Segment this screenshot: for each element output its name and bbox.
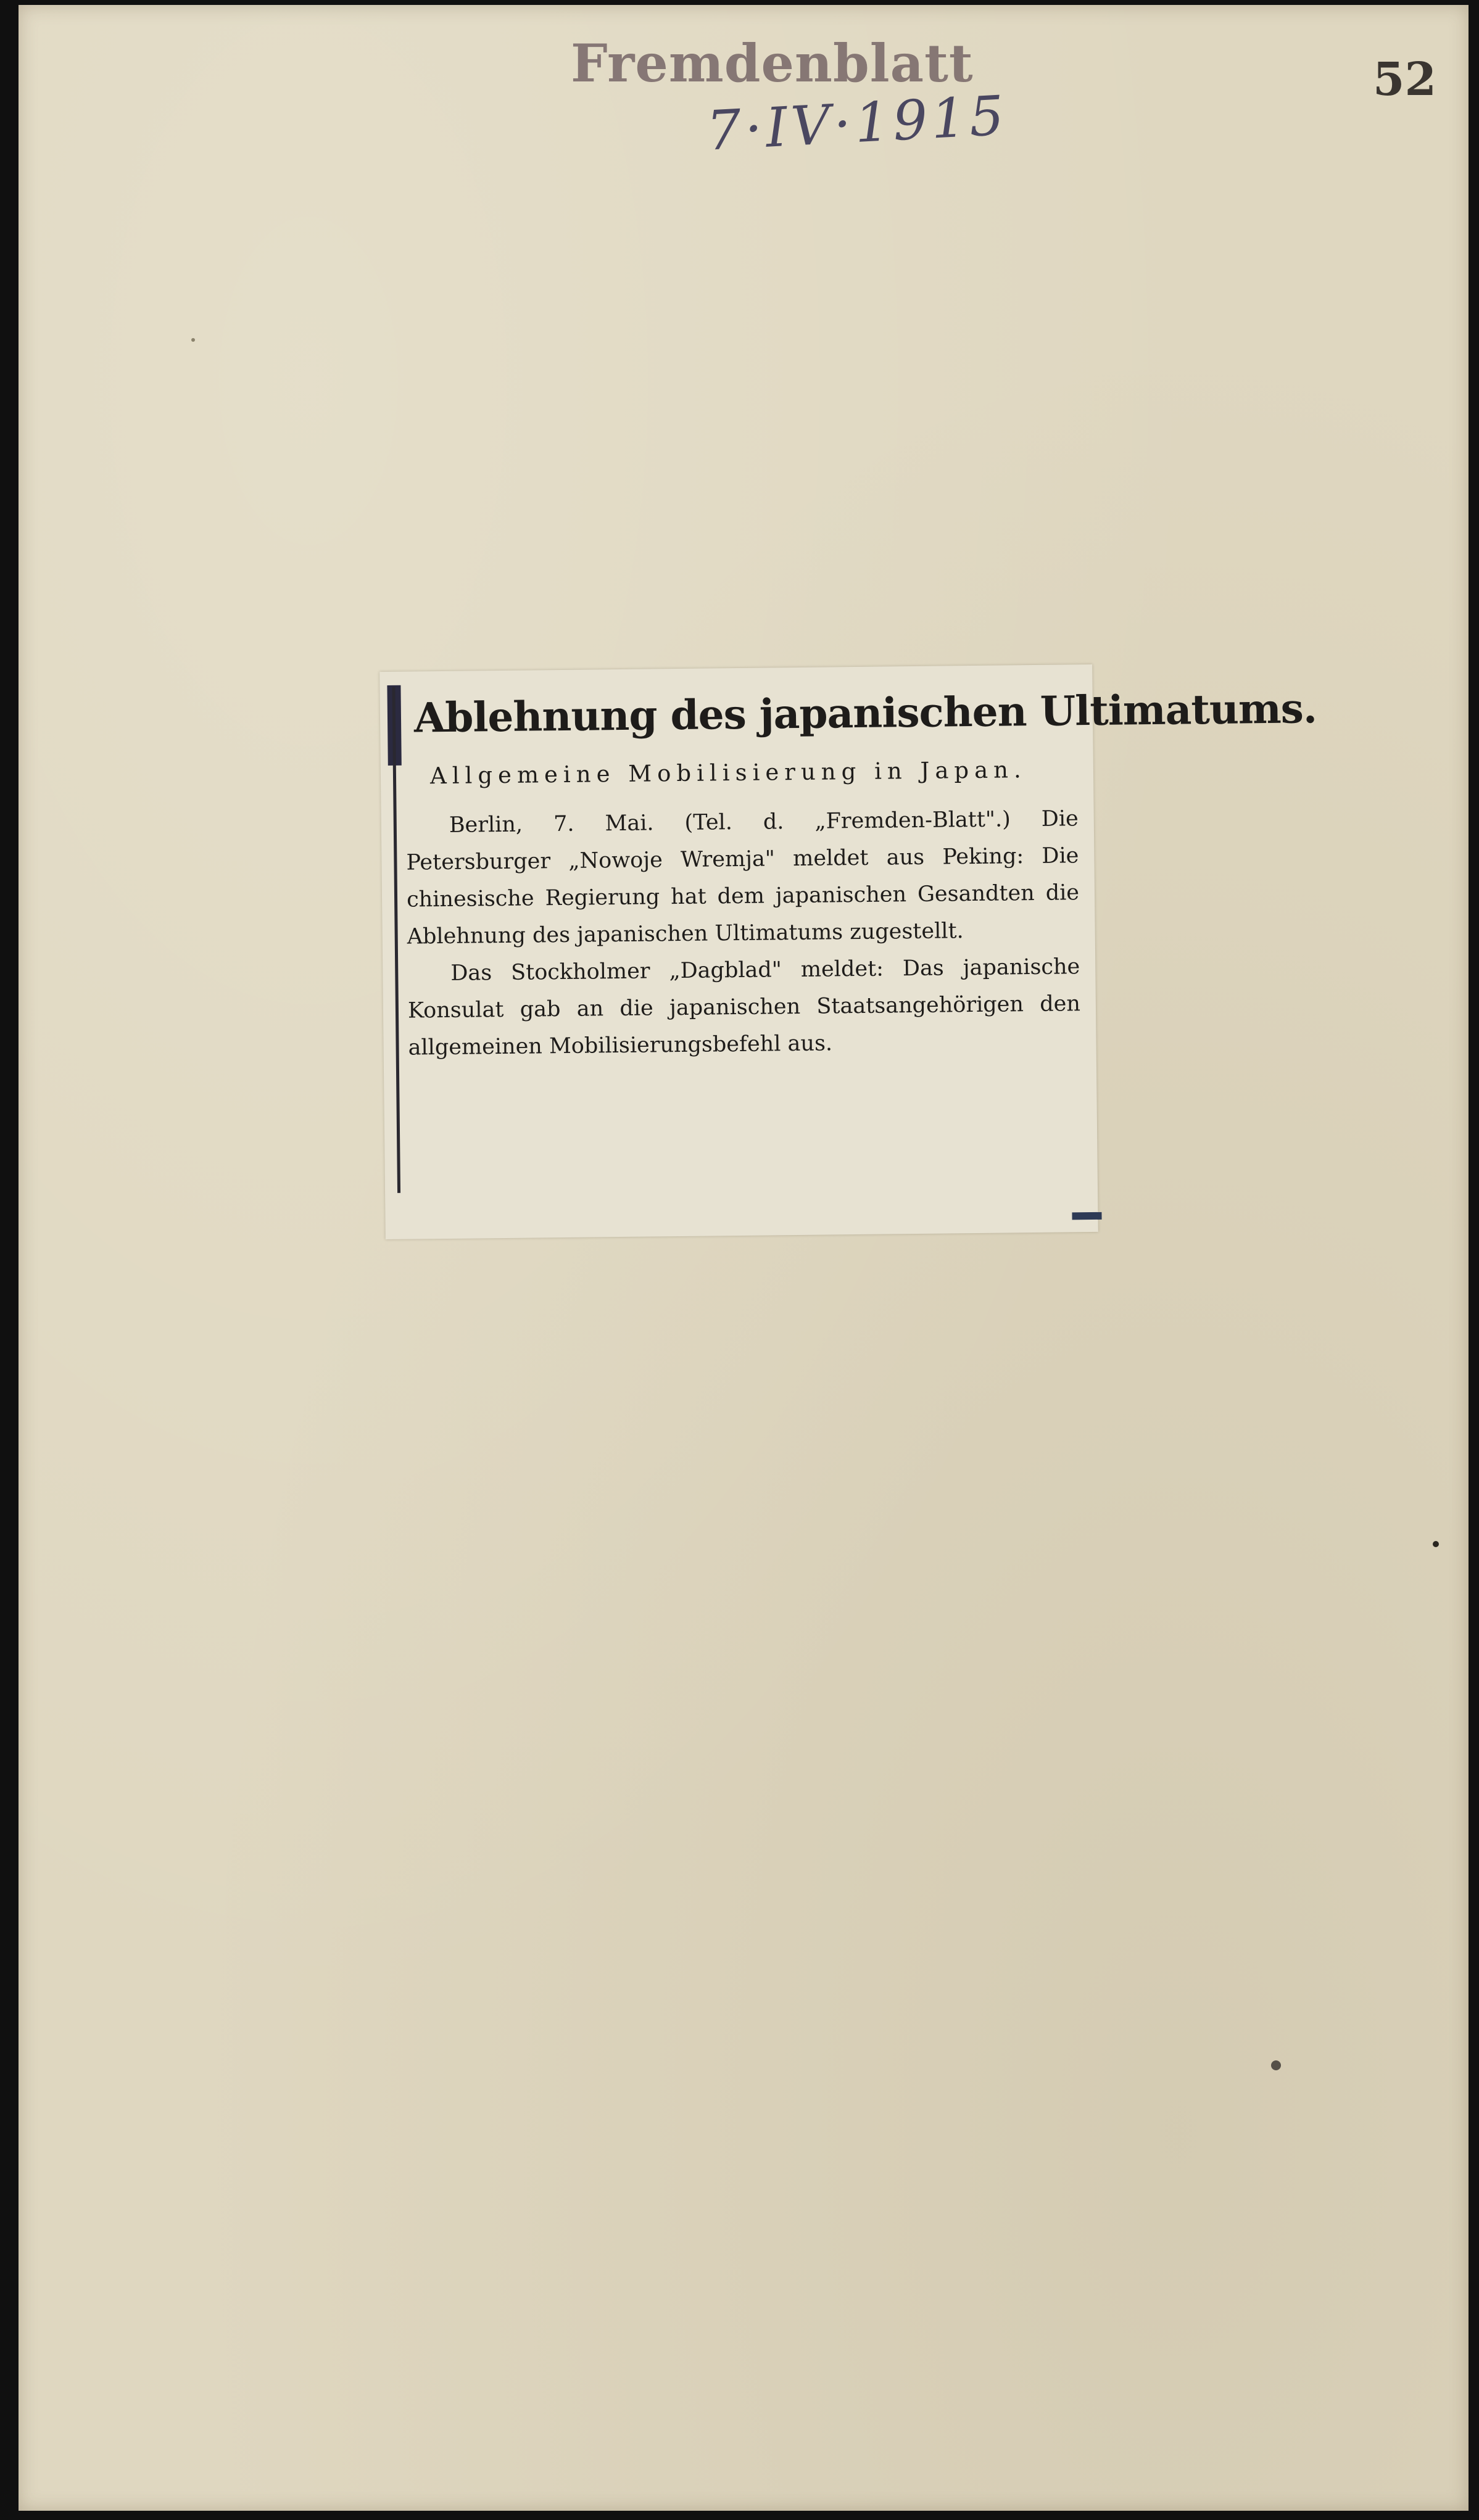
newspaper-clipping (379, 664, 1317, 1239)
article-paragraph: Das Stockholmer „Dagblad" meldet: Das japanische Konsulat gab an die japanischen Staatsangehörigen den allgemeinen Mobilisierungsbefehl aus. (407, 954, 1081, 1060)
article-paragraph: Berlin, 7. Mai. (Tel. d. „Fremden-Blatt".) Die Petersburger „Nowoje Wremja" meldet aus Peking: Die chinesische Regierung hat dem japanischen Gesandten die Ablehnung des japanischen Ultimatums zugestellt. (406, 806, 1080, 949)
newspaper-stamp: Fremdenblatt (571, 33, 974, 94)
paper-spot (1433, 1541, 1439, 1547)
paper-spot (191, 338, 195, 342)
article-subheadline: Allgemeine Mobilisierung in Japan. (429, 756, 1027, 790)
paper-spot (1271, 2060, 1281, 2070)
page-number: 52 (1373, 53, 1436, 106)
handwritten-date: 7·IV·1915 (705, 83, 1009, 163)
article-body (406, 800, 1081, 1066)
archive-sheet (19, 5, 1469, 2511)
clipping-bottom-mark (1072, 1212, 1101, 1220)
article-headline: Ablehnung des japanischen Ultimatums. (413, 684, 1317, 742)
